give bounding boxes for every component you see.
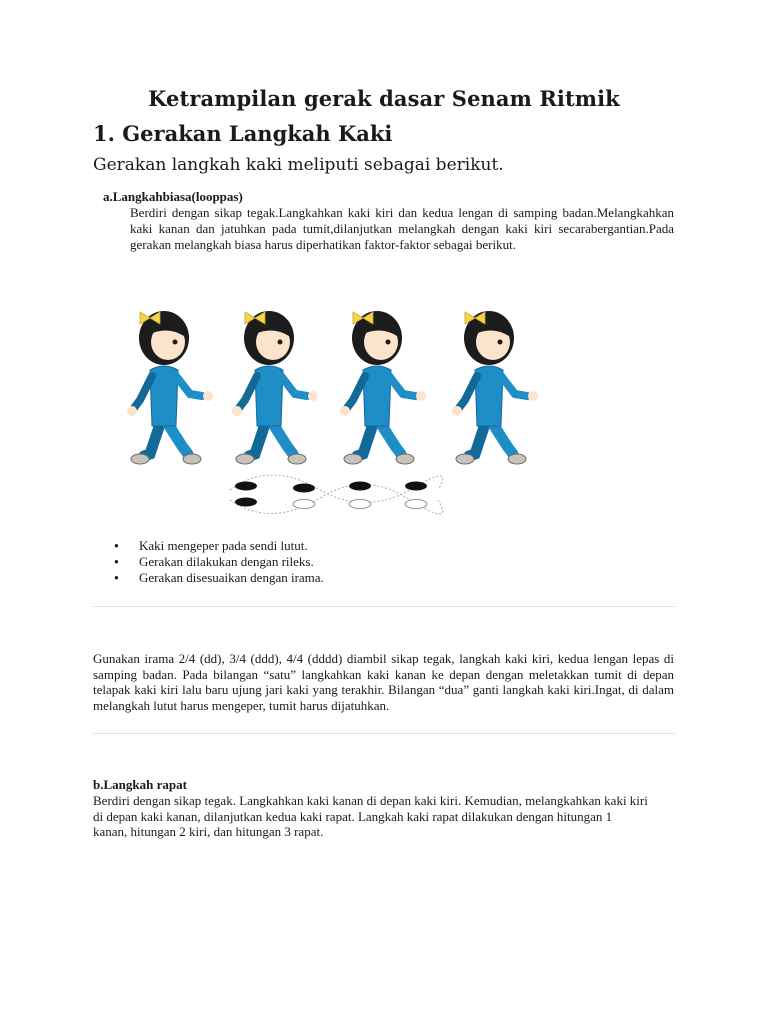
- intro-text: Gerakan langkah kaki meliputi sebagai berikut.: [93, 155, 504, 175]
- walker-figure: [232, 311, 318, 464]
- paragraph-langkah-rapat: Berdiri dengan sikap tegak. Langkahkan kaki kanan di depan kaki kiri. Kemudian, melangkahkan kaki kiri di depan kaki kanan, dilanjutkan kedua kaki rapat. Langkah kaki rapat dilakukan dengan hitungan 1 kanan, hitungan 2 kiri, dan hitungan 3 rapat.: [93, 793, 648, 839]
- divider: [93, 606, 675, 607]
- page-title: Ketrampilan gerak dasar Senam Ritmik: [148, 86, 620, 111]
- walking-steps-illustration: [120, 290, 560, 528]
- footprint-icon: [235, 482, 257, 491]
- walker-figure: [127, 311, 213, 464]
- list-item: ● Kaki mengeper pada sendi lutut.: [112, 538, 324, 554]
- footprint-icon: [235, 498, 257, 507]
- footprint-icon: [405, 500, 427, 509]
- section-heading: 1. Gerakan Langkah Kaki: [93, 121, 393, 146]
- bullet-list: [112, 538, 324, 586]
- subheading-langkah-biasa: a.Langkahbiasa(looppas): [103, 189, 243, 204]
- footprint-path: [230, 475, 443, 514]
- footprint-icon: [405, 482, 427, 491]
- walker-figure: [452, 311, 538, 464]
- footprint-icon: [293, 484, 315, 493]
- footprint-icon: [349, 482, 371, 491]
- paragraph-irama: Gunakan irama 2/4 (dd), 3/4 (ddd), 4/4 (dddd) diambil sikap tegak, langkah kaki kiri, kedua lengan lepas di samping badan. Pada bilangan “satu” langkahkan kaki kanan ke depan dengan meletakkan tumit di depan telapak kaki kiri lalu baru ujung jari kaki yang terakhir. Bilangan “dua” ganti langkah kaki kiri.Ingat, di dalam melangkah lutut harus mengeper, tumit harus dijatuhkan.: [93, 651, 674, 713]
- divider: [93, 733, 675, 734]
- footprint-icon: [293, 500, 315, 509]
- walker-figure: [340, 311, 426, 464]
- list-item: ● Gerakan disesuaikan dengan irama.: [112, 570, 324, 586]
- footprint-icon: [349, 500, 371, 509]
- paragraph-langkah-biasa: Berdiri dengan sikap tegak.Langkahkan kaki kiri dan kedua lengan di samping badan.Melangkahkan kaki kanan dan jatuhkan pada tumit,dilanjutkan melangkah dengan kaki kiri secarabergantian.Pada gerakan melangkah biasa harus diperhatikan faktor-faktor sebagai berikut.: [130, 205, 674, 252]
- subheading-langkah-rapat: b.Langkah rapat: [93, 777, 187, 792]
- list-item: ● Gerakan dilakukan dengan rileks.: [112, 554, 324, 570]
